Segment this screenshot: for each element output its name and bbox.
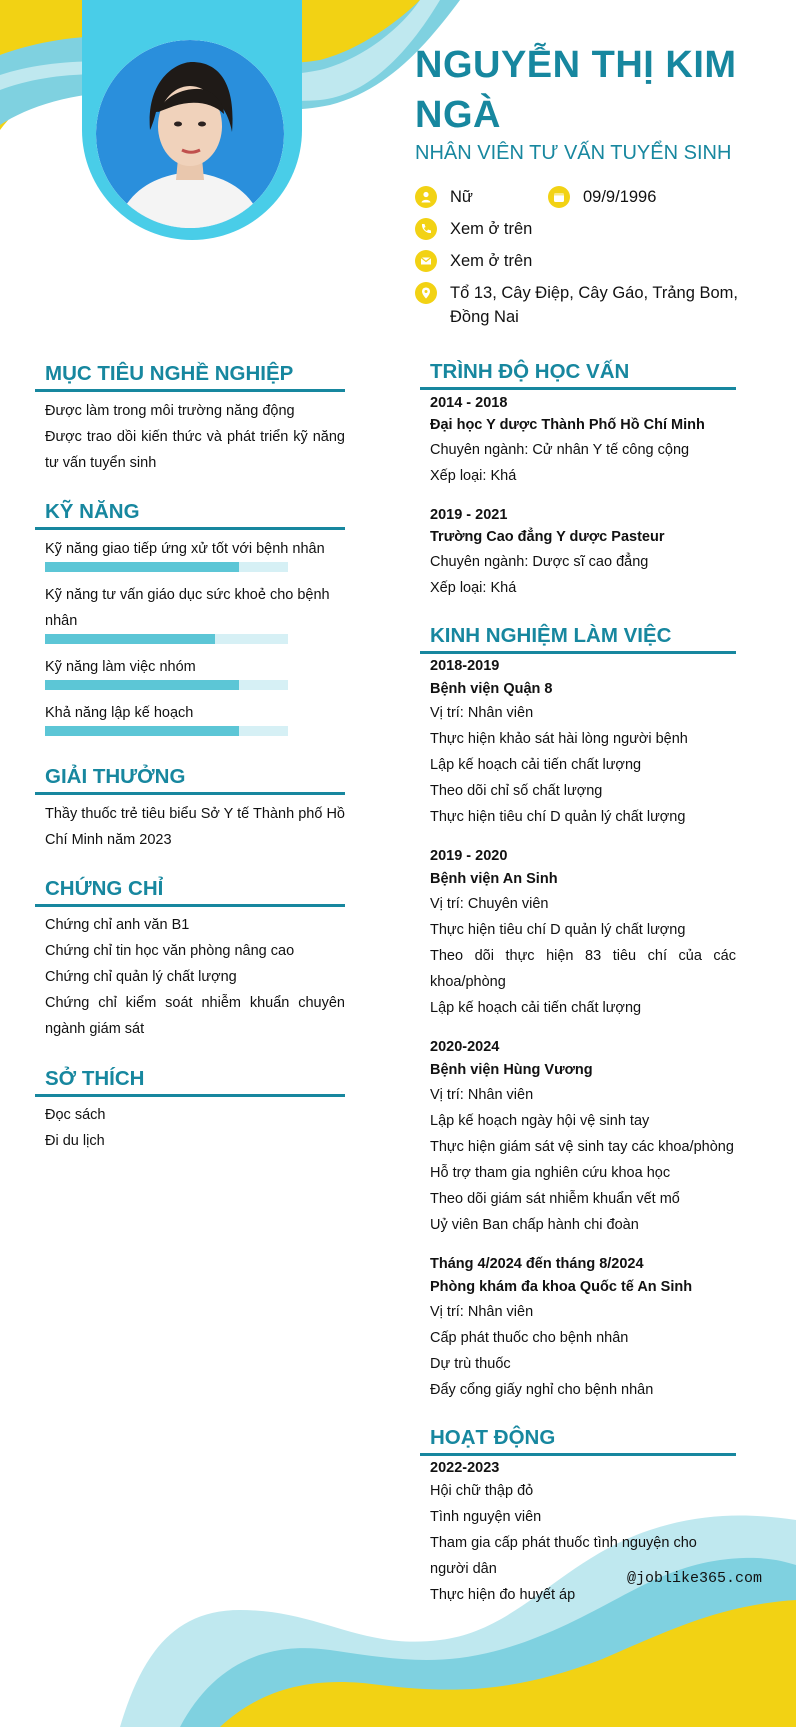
experience-period: 2018-2019	[430, 658, 500, 674]
user-icon	[415, 186, 437, 208]
skill-bar-fill	[45, 680, 239, 690]
address-value: Tổ 13, Cây Điệp, Cây Gáo, Trảng Bom, Đồng Nai	[450, 284, 738, 326]
activity-line: Tình nguyện viên	[430, 1509, 542, 1525]
experience-line: Lập kế hoạch ngày hội vệ sinh tay	[430, 1113, 650, 1129]
experience-line: Thực hiện giám sát vệ sinh tay các khoa/phòng	[430, 1139, 734, 1155]
location-pin-icon	[415, 282, 437, 304]
email-value: Xem ở trên	[450, 252, 533, 270]
experience-line: Theo dõi thực hiện 83 tiêu chí của các khoa/phòng	[430, 948, 736, 990]
skill-label: Khả năng lập kế hoạch	[45, 705, 194, 721]
objective-divider	[35, 389, 345, 392]
phone-value: Xem ở trên	[450, 220, 533, 238]
experience-line: Theo dõi giám sát nhiễm khuẩn vết mổ	[430, 1191, 680, 1207]
candidate-position: NHÂN VIÊN TƯ VẤN TUYỂN SINH	[415, 142, 732, 164]
email-row	[415, 249, 532, 273]
activity-line: Thực hiện đo huyết áp	[430, 1587, 576, 1603]
experience-company: Bệnh viện Hùng Vương	[430, 1062, 593, 1078]
skill-bar	[45, 634, 288, 644]
certificates-divider	[35, 904, 345, 907]
experience-company: Phòng khám đa khoa Quốc tế An Sinh	[430, 1279, 693, 1295]
skill-bar-fill	[45, 562, 239, 572]
experience-line: Hỗ trợ tham gia nghiên cứu khoa học	[430, 1165, 671, 1181]
experience-line: Thực hiện khảo sát hài lòng người bệnh	[430, 731, 688, 747]
certificate-line: Chứng chỉ kiểm soát nhiễm khuẩn chuyên ngành giám sát	[45, 995, 345, 1037]
hobby-line: Đi du lịch	[45, 1133, 105, 1149]
education-major: Chuyên ngành: Dược sĩ cao đẳng	[430, 554, 649, 570]
education-period: 2014 - 2018	[430, 395, 508, 411]
profile-photo	[96, 40, 284, 228]
candidate-name: NGUYỄN THỊ KIM NGÀ	[415, 44, 737, 136]
skills-divider	[35, 527, 345, 530]
education-grade: Xếp loại: Khá	[430, 468, 517, 484]
experience-line: Lập kế hoạch cải tiến chất lượng	[430, 757, 642, 773]
awards-title: GIẢI THƯỞNG	[45, 765, 186, 788]
experience-line: Thực hiện tiêu chí D quản lý chất lượng	[430, 922, 686, 938]
skill-label: Kỹ năng giao tiếp ứng xử tốt với bệnh nhân	[45, 541, 325, 557]
skill-bar	[45, 680, 288, 690]
education-title: TRÌNH ĐỘ HỌC VẤN	[430, 360, 630, 383]
watermark: @joblike365.com	[626, 1570, 762, 1587]
experience-line: Vị trí: Nhân viên	[430, 705, 534, 721]
objective-line: Được trao dồi kiến thức và phát triển kỹ năng tư vấn tuyển sinh	[45, 429, 345, 471]
skill-label: Kỹ năng làm việc nhóm	[45, 659, 196, 675]
experience-line: Vị trí: Nhân viên	[430, 1087, 534, 1103]
experience-line: Thực hiện tiêu chí D quản lý chất lượng	[430, 809, 686, 825]
birthday-row	[548, 185, 656, 209]
calendar-icon	[548, 186, 570, 208]
gender-row	[415, 185, 473, 209]
activity-line: Hội chữ thập đỏ	[430, 1483, 534, 1499]
skill-bar	[45, 562, 288, 572]
hobbies-title: SỞ THÍCH	[45, 1067, 145, 1090]
experience-line: Vị trí: Chuyên viên	[430, 896, 549, 912]
experience-period: Tháng 4/2024 đến tháng 8/2024	[430, 1256, 644, 1272]
certificate-line: Chứng chỉ tin học văn phòng nâng cao	[45, 943, 295, 959]
certificates-title: CHỨNG CHỈ	[45, 877, 164, 900]
education-major: Chuyên ngành: Cử nhân Y tế công cộng	[430, 442, 690, 458]
experience-company: Bệnh viện An Sinh	[430, 871, 558, 887]
education-school: Đại học Y dược Thành Phố Hồ Chí Minh	[430, 417, 705, 433]
skill-bar	[45, 726, 288, 736]
skill-bar-fill	[45, 726, 239, 736]
experience-period: 2019 - 2020	[430, 848, 508, 864]
award-line: Thầy thuốc trẻ tiêu biểu Sở Y tế Thành phố Hồ Chí Minh năm 2023	[45, 806, 345, 848]
certificate-line: Chứng chỉ quản lý chất lượng	[45, 969, 237, 985]
education-period: 2019 - 2021	[430, 507, 508, 523]
experience-line: Đẩy cổng giấy nghỉ cho bệnh nhân	[430, 1382, 654, 1398]
gender-value: Nữ	[450, 188, 473, 206]
objective-title: MỤC TIÊU NGHỀ NGHIỆP	[45, 362, 294, 385]
certificate-line: Chứng chỉ anh văn B1	[45, 917, 190, 933]
experience-line: Cấp phát thuốc cho bệnh nhân	[430, 1330, 629, 1346]
education-grade: Xếp loại: Khá	[430, 580, 517, 596]
activity-line: Tham gia cấp phát thuốc tình nguyện cho người dân	[430, 1535, 697, 1577]
hobby-line: Đọc sách	[45, 1107, 106, 1123]
activities-period: 2022-2023	[430, 1460, 500, 1476]
experience-line: Lập kế hoạch cải tiến chất lượng	[430, 1000, 642, 1016]
experience-line: Theo dõi chỉ số chất lượng	[430, 783, 603, 799]
experience-period: 2020-2024	[430, 1039, 500, 1055]
address-row	[415, 281, 765, 329]
hobbies-divider	[35, 1094, 345, 1097]
objective-line: Được làm trong môi trường năng động	[45, 403, 295, 419]
skills-title: KỸ NĂNG	[45, 500, 140, 523]
experience-line: Dự trù thuốc	[430, 1356, 511, 1372]
experience-line: Uỷ viên Ban chấp hành chi đoàn	[430, 1217, 639, 1233]
mail-icon	[415, 250, 437, 272]
skill-bar-fill	[45, 634, 215, 644]
education-school: Trường Cao đẳng Y dược Pasteur	[430, 529, 665, 545]
experience-title: KINH NGHIỆM LÀM VIỆC	[430, 624, 672, 647]
phone-icon	[415, 218, 437, 240]
skill-label: Kỹ năng tư vấn giáo dục sức khoẻ cho bệnh nhân	[45, 587, 330, 629]
birthday-value: 09/9/1996	[583, 188, 657, 206]
phone-row	[415, 217, 532, 241]
activities-title: HOẠT ĐỘNG	[430, 1426, 556, 1449]
experience-line: Vị trí: Nhân viên	[430, 1304, 534, 1320]
experience-company: Bệnh viện Quận 8	[430, 681, 553, 697]
awards-divider	[35, 792, 345, 795]
